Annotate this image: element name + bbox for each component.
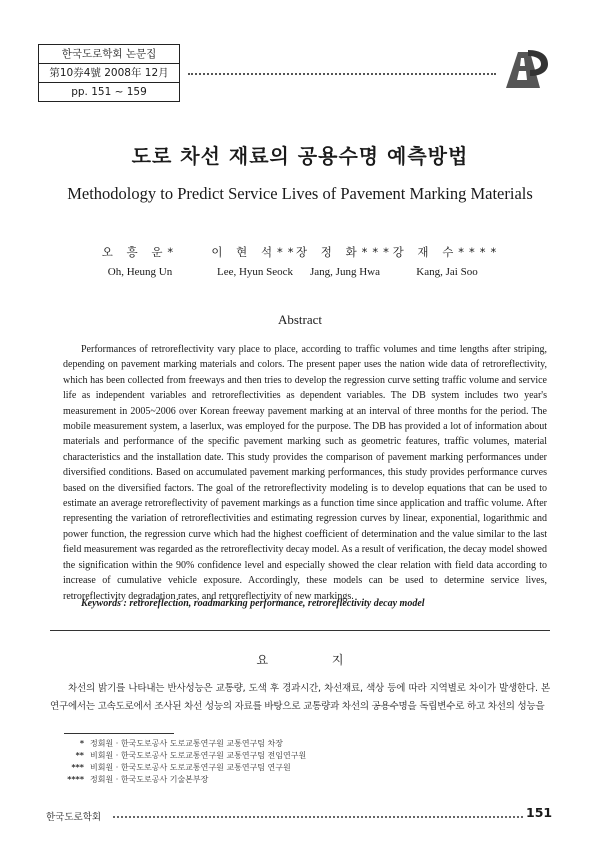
page-range: pp. 151 ~ 159: [71, 86, 147, 98]
journal-info-box: [38, 44, 180, 102]
header-dotted-rule: [188, 73, 496, 75]
paper-title-korean: 도로 차선 재료의 공용수명 예측방법: [131, 144, 469, 168]
footer-society-name: 한국도로학회: [46, 812, 102, 823]
author-affiliations: [64, 738, 464, 786]
author-name-english: Jang, Jung Hwa: [310, 266, 380, 278]
journal-logo-icon: [500, 44, 550, 94]
journal-name: 한국도로학회 논문집: [39, 45, 179, 64]
author-name-korean: 오 흥 운*: [101, 245, 179, 259]
footnote-text: 비회원 · 한국도로공사 도로교통연구원 교통연구팀 연구원: [90, 763, 291, 772]
abstract-heading: Abstract: [277, 312, 323, 327]
footnote-mark: **: [75, 751, 84, 760]
author-name-english: Kang, Jai Soo: [416, 266, 478, 278]
author-name-english: Lee, Hyun Seock: [216, 266, 294, 278]
footer-dotted-rule: [113, 816, 523, 818]
footnote: [64, 738, 464, 750]
footnote-mark: ***: [71, 763, 84, 772]
author-name-korean: 이 현 석**: [211, 245, 299, 259]
footnote-divider: [64, 733, 174, 734]
volume-issue: 第10券4號 2008年 12月: [39, 64, 179, 83]
footnote-text: 정회원 · 한국도로공사 기술본부장: [90, 775, 209, 784]
korean-abstract-heading: 요 지: [256, 653, 374, 667]
author-name-korean: 강 재 수****: [392, 245, 502, 259]
footnote: [64, 750, 464, 762]
page-number: 151: [526, 805, 553, 820]
footnote-text: 정회원 · 한국도로공사 도로교통연구원 교통연구팀 차장: [90, 739, 283, 748]
section-divider: [50, 630, 550, 631]
author-name-english: Oh, Heung Un: [107, 266, 173, 278]
korean-abstract-body: 차선의 밝기를 나타내는 반사성능은 교통량, 도색 후 경과시간, 차선재료, 색상 등에 따라 지역별로 차이가 발생한다. 본 연구에서는 고속도로에서 조사된 차선 성능의 자료를 바탕으로 교통량과 차선의 공용수명을 독립변수로 하고 차선의 성능을: [50, 683, 550, 712]
keywords: Keywords : retroreflection, roadmarking performance, retroreflectivity decay model: [81, 598, 425, 609]
footnote-mark: ****: [67, 775, 84, 784]
author: [387, 244, 507, 278]
footnote-text: 비회원 · 한국도로공사 도로교통연구원 교통연구팀 전임연구원: [90, 751, 307, 760]
paper-title-english: Methodology to Predict Service Lives of Pavement Marking Materials: [67, 184, 533, 203]
footnote: [64, 774, 464, 786]
footnote: [64, 762, 464, 774]
abstract-body: Performances of retroreflectivity vary place to place, according to traffic volumes and time lengths after striping, depending on pavement marking materials and colors. The present paper uses the nation wide data of retroreflectivity, which has been collected from freeways and then tries to develop the regression curve setting traffic volume and service life as independent variables and retroreflectivities as dependent variables. The DB system includes two year's measurement in 2005~2006 over Korean freeway pavement marking at an interval of three months for the period. The mobile measurement system, a laserlux, was employed for the purpose. The DB has provided a lot of information about materials and performance of the specific pavement marking such as geometric features, traffic volumes, material characteristics and the installation date. This study provides the comparison of pavement marking performances under diversified conditions. Based on accumulated pavement marking performances, this study provides performance curves based on the diversified factors. The goal of the retroreflectivity modeling is to develop equations that can be used to estimate an average retroreflectivity of pavement markings as a function time since application and traffic volume. After representing the variation of retroreflectivities and estimating regression curves by linear, exponential, logarithmic and power function, the regression curve which had the highest coefficient of determination and the value similar to the last field measurement was regarded as the retroreflectivity decay model. As a result of verification, the decay model showed the signification within the 90% confidence level and especially showed the clear relation with field data according to increase of cumulative vehicle exposure. Accordingly, these models can be used to determine service lives, retroreflectivity degradation rates, and retroreflectivity of new markings.: [63, 344, 547, 602]
author-name-korean: 장 정 화***: [296, 245, 394, 259]
footnote-mark: *: [79, 739, 84, 748]
author: [80, 244, 200, 278]
